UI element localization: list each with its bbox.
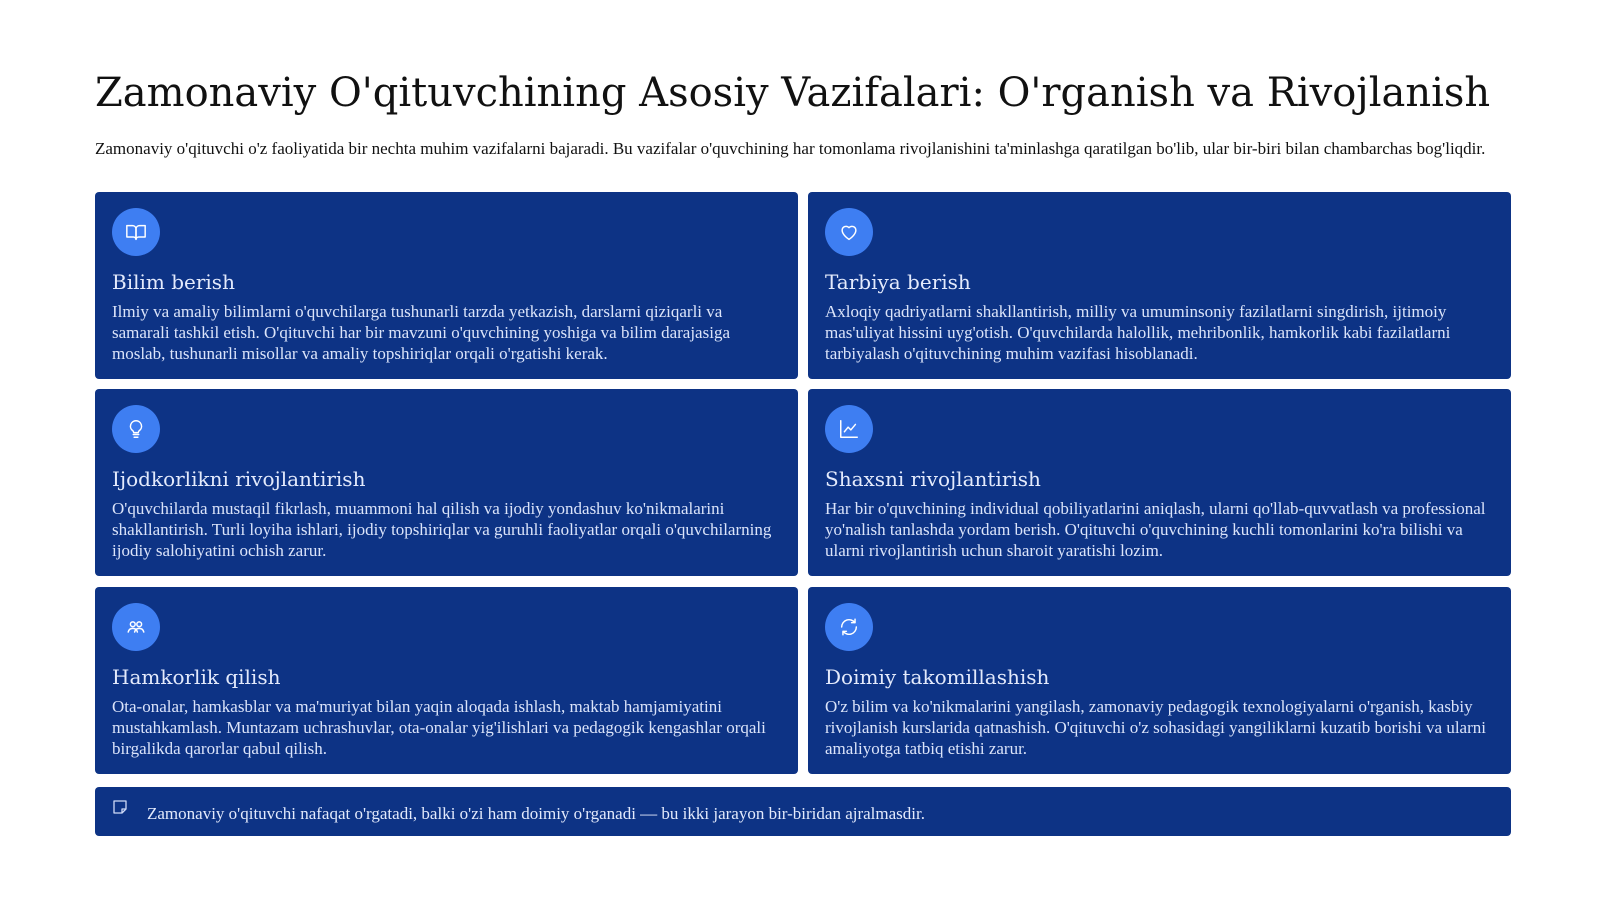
card-shaxsni-rivojlantirish xyxy=(808,389,1511,576)
note-icon xyxy=(112,799,128,815)
lightbulb-icon xyxy=(112,405,160,453)
footer-note xyxy=(95,787,1511,836)
card-text: Har bir o'quvchining individual qobiliyatlarini aniqlash, ularni qo'llab-quvvatlash va professional yo'nalish tanlashda yordam berish. O'qituvchi o'quvchining kuchli tomonlarini ko'ra bilishi va ularni rivojlantirish uchun sharoit yaratishi lozim. xyxy=(825,499,1486,560)
refresh-icon xyxy=(825,603,873,651)
card-text: O'z bilim va ko'nikmalarini yangilash, zamonaviy pedagogik texnologiyalarni o'rganish, kasbiy rivojlanish kurslarida qatnashish. O'qituvchi o'z sohasidagi yangiliklarni kuzatib borishi va ularni amaliyotga tatbiq etishi zarur. xyxy=(825,697,1486,758)
footer-text: Zamonaviy o'qituvchi nafaqat o'rgatadi, balki o'zi ham doimiy o'rganadi — bu ikki jarayon bir-biridan ajralmasdir. xyxy=(147,804,925,823)
page-title: Zamonaviy O'qituvchining Asosiy Vazifalari: O'rganish va Rivojlanish xyxy=(95,70,1491,116)
card-bilim-berish xyxy=(95,192,798,379)
slide xyxy=(95,0,1511,899)
card-title: Tarbiya berish xyxy=(825,270,971,294)
card-title: Ijodkorlikni rivojlantirish xyxy=(112,467,366,491)
page-subtitle: Zamonaviy o'qituvchi o'z faoliyatida bir nechta muhim vazifalarni bajaradi. Bu vazifalar o'quvchining har tomonlama rivojlanishini ta'minlashga qaratilgan bo'lib, ular bir-biri bilan chambarchas bog'liqdir. xyxy=(95,139,1486,158)
card-text: Ilmiy va amaliy bilimlarni o'quvchilarga tushunarli tarzda yetkazish, darslarni qiziqarli va samarali tashkil etish. O'qituvchi har bir mavzuni o'quvchining yoshiga va bilim darajasiga moslab, tushunarli misollar va amaliy topshiriqlar orqali o'rgatishi kerak. xyxy=(112,302,730,363)
chart-line-icon xyxy=(825,405,873,453)
heart-icon xyxy=(825,208,873,256)
card-title: Shaxsni rivojlantirish xyxy=(825,467,1041,491)
card-text: O'quvchilarda mustaqil fikrlash, muammoni hal qilish va ijodiy yondashuv ko'nikmalarini shakllantirish. Turli loyiha ishlari, ijodiy topshiriqlar va guruhli faoliyatlar orqali o'quvchilarning ijodiy salohiyatini ochish zarur. xyxy=(112,499,772,560)
card-tarbiya-berish xyxy=(808,192,1511,379)
card-title: Doimiy takomillashish xyxy=(825,665,1050,689)
book-open-icon xyxy=(112,208,160,256)
card-text: Axloqiy qadriyatlarni shakllantirish, milliy va umuminsoniy fazilatlarni singdirish, ijtimoiy mas'uliyat hissini uyg'otish. O'quvchilarda halollik, mehribonlik, hamkorlik kabi fazilatlarni tarbiyalash o'qituvchining muhim vazifasi hisoblanadi. xyxy=(825,302,1451,363)
card-title: Bilim berish xyxy=(112,270,235,294)
card-text: Ota-onalar, hamkasblar va ma'muriyat bilan yaqin aloqada ishlash, maktab hamjamiyatini mustahkamlash. Muntazam uchrashuvlar, ota-onalar yig'ilishlari va pedagogik kengashlar orqali birgalikda qarorlar qabul qilish. xyxy=(112,697,766,758)
card-ijodkorlik xyxy=(95,389,798,576)
users-icon xyxy=(112,603,160,651)
card-hamkorlik xyxy=(95,587,798,774)
card-title: Hamkorlik qilish xyxy=(112,665,281,689)
card-doimiy-takomillashish xyxy=(808,587,1511,774)
